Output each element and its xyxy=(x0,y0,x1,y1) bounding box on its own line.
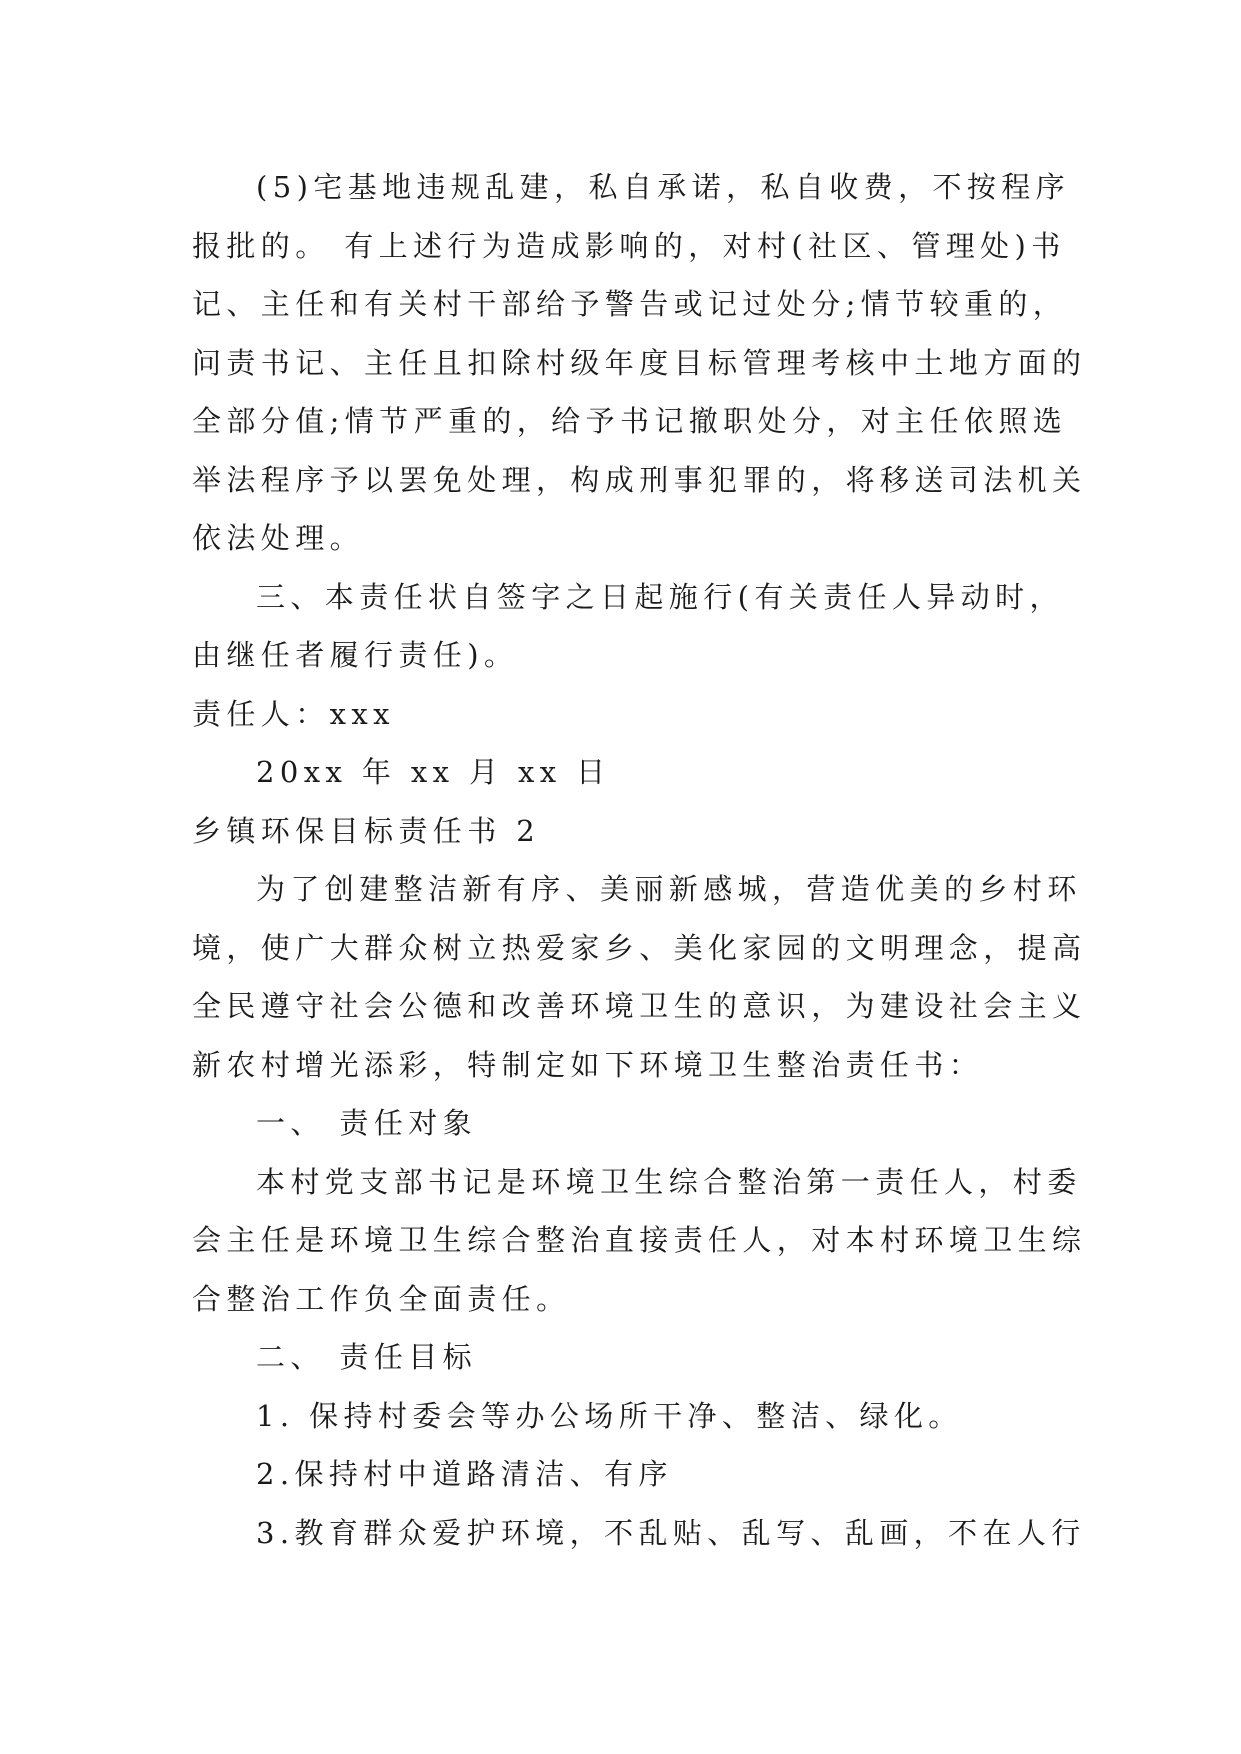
text-line: 乡镇环保目标责任书 2 xyxy=(192,813,541,848)
text-line: 依法处理。 xyxy=(192,521,365,555)
text-line: 举法程序予以罢免处理，构成刑事犯罪的，将移送司法机关 xyxy=(192,462,1087,497)
text-line: 全部分值;情节严重的，给予书记撤职处分，对主任依照选 xyxy=(192,404,1068,438)
text-line: 由继任者履行责任)。 xyxy=(192,638,519,672)
text-line: 一、 责任对象 xyxy=(256,1106,478,1140)
text-line: 新农村增光添彩，特制定如下环境卫生整治责任书： xyxy=(192,1047,984,1082)
text-line: 为了创建整洁新有序、美丽新感城，营造优美的乡村环 xyxy=(256,872,1082,906)
text-line: 2.保持村中道路清洁、有序 xyxy=(256,1457,673,1491)
text-line: 1. 保持村委会等办公场所干净、整洁、绿化。 xyxy=(256,1398,963,1433)
text-line: 境，使广大群众树立热爱家乡、美化家园的文明理念，提高 xyxy=(192,930,1087,965)
text-line: 三、本责任状自签字之日起施行(有关责任人异动时， xyxy=(256,579,1064,614)
text-line: 会主任是环境卫生综合整治直接责任人，对本村环境卫生综 xyxy=(192,1223,1087,1257)
document-body xyxy=(192,158,1087,1562)
text-line: (5)宅基地违规乱建，私自承诺，私自收费，不按程序 xyxy=(256,170,1071,204)
text-line: 20xx 年 xx 月 xx 日 xyxy=(256,755,611,789)
text-line: 记、主任和有关村干部给予警告或记过处分;情节较重的， xyxy=(192,287,1068,321)
text-line: 合整治工作负全面责任。 xyxy=(192,1281,571,1316)
text-line: 3.教育群众爱护环境，不乱贴、乱写、乱画，不在人行 xyxy=(256,1515,1086,1550)
text-line: 全民遵守社会公德和改善环境卫生的意识，为建设社会主义 xyxy=(192,989,1087,1023)
text-line: 二、 责任目标 xyxy=(256,1340,478,1374)
text-line: 责任人：xxx xyxy=(192,696,395,731)
text-line: 报批的。 有上述行为造成影响的，对村(社区、管理处)书 xyxy=(192,228,1066,263)
text-line: 本村党支部书记是环境卫生综合整治第一责任人，村委 xyxy=(256,1164,1082,1199)
text-line: 问责书记、主任且扣除村级年度目标管理考核中土地方面的 xyxy=(192,345,1087,380)
